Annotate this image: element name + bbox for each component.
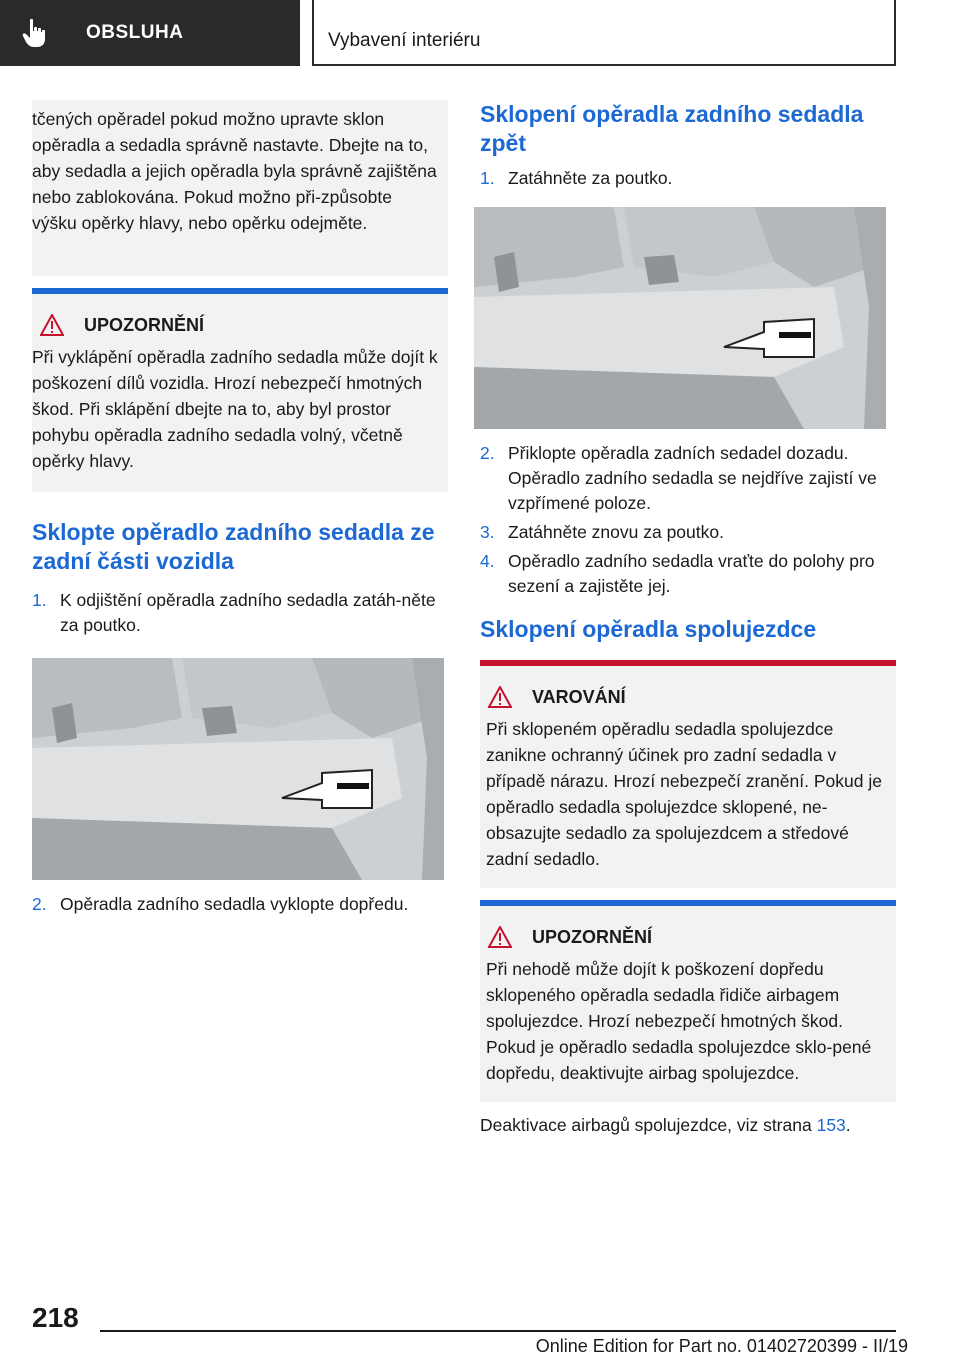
section-label: OBSLUHA — [86, 22, 184, 43]
xref-page-link[interactable]: 153 — [816, 1115, 846, 1135]
warning-triangle-icon — [40, 314, 64, 336]
list-item — [480, 441, 896, 516]
step-text: Zatáhněte za poutko. — [508, 168, 673, 188]
step-number: 2. — [480, 443, 495, 463]
page-number: 218 — [32, 1302, 79, 1333]
step-number: 1. — [480, 168, 495, 188]
seat-photo-right — [474, 207, 886, 429]
step-text: K odjištění opěradla zadního sedadla zatáh‐něte za poutko. — [60, 590, 436, 635]
step-number: 4. — [480, 551, 495, 571]
section-tab[interactable] — [0, 0, 300, 66]
intro-box — [32, 100, 448, 276]
footer-divider — [100, 1330, 896, 1332]
notice-title-2: UPOZORNĚNÍ — [532, 927, 653, 947]
list-item — [32, 588, 448, 638]
rear-seat-illustration — [474, 207, 886, 429]
step-text: Zatáhněte znovu za poutko. — [508, 522, 724, 542]
left-column — [32, 100, 448, 917]
page-footer — [0, 1296, 960, 1362]
notice-text-2: Při nehodě může dojít k poškození dopředu sklopeného opěradla sedadla řidiče airbagem spolujezdce. Hrozí nebezpečí hmotných škod. Pokud je opěradlo sedadla spolujezdce sklo‐pené dopředu, deaktivujte airbag spolujezdce. — [486, 959, 872, 1083]
seat-photo-left — [32, 658, 444, 880]
notice-header-2 — [480, 924, 886, 950]
right-column — [480, 100, 896, 1138]
notice-box-2 — [480, 900, 896, 1102]
steps-list-right-2 — [480, 441, 896, 599]
intro-text: tčených opěradel pokud možno upravte sklon opěradla a sedadla správně nastavte. Dbejte na to, aby sedadla a jejich opěradla byla správně zajištěna nebo zablokována. Pokud možno při‐způsobte výšku opěrky hlavy, nebo opěrku odejměte. — [32, 109, 437, 233]
rear-seat-illustration — [32, 658, 444, 880]
warning-title: VAROVÁNÍ — [532, 687, 626, 707]
step-number: 2. — [32, 894, 47, 914]
xref-text: Deaktivace airbagů spolujezdce, viz strana — [480, 1115, 812, 1135]
step-number: 1. — [32, 590, 47, 610]
notice-box-1 — [32, 288, 448, 492]
warning-triangle-icon — [488, 926, 512, 948]
notice-text-1: Při vyklápění opěradla zadního sedadla může dojít k poškození dílů vozidla. Hrozí nebezpečí hmotných škod. Při sklápění dbejte na to, aby byl prostor pohybu opěradla zadního sedadla volný, včetně opěrky hlavy. — [32, 347, 438, 471]
step-text: Opěradlo zadního sedadla vraťte do polohy pro sezení a zajistěte jej. — [508, 551, 875, 596]
xref-end: . — [845, 1115, 851, 1135]
chapter-title: Vybavení interiéru — [312, 0, 896, 66]
list-item — [480, 520, 896, 545]
notice-header-1 — [32, 312, 438, 338]
steps-list-right-1 — [480, 166, 896, 191]
step-text: Přiklopte opěradla zadních sedadel dozadu. Opěradlo zadního sedadla se nejdříve zajistí ve vzpřímené poloze. — [508, 443, 877, 513]
list-item — [32, 892, 448, 917]
warning-header — [480, 684, 886, 710]
list-item — [480, 166, 896, 191]
section-heading-left: Sklopte opěradlo zadního sedadla ze zadní části vozidla — [32, 519, 435, 574]
warning-box — [480, 660, 896, 888]
hand-pointer-icon — [22, 18, 48, 48]
list-item — [480, 549, 896, 599]
notice-title-1: UPOZORNĚNÍ — [84, 315, 205, 335]
step-text: Opěradla zadního sedadla vyklopte dopředu. — [60, 894, 409, 914]
page-header — [0, 0, 960, 66]
section-heading-right-1: Sklopení opěradla zadního sedadla zpět — [480, 101, 864, 156]
steps-list-left — [32, 588, 448, 638]
steps-list-left-2 — [32, 892, 448, 917]
section-heading-right-2: Sklopení opěradla spolujezdce — [480, 616, 817, 642]
step-number: 3. — [480, 522, 495, 542]
cross-reference — [480, 1112, 896, 1138]
edition-text: Online Edition for Part no. 01402720399 - II/19 — [535, 1336, 908, 1356]
warning-triangle-icon — [488, 686, 512, 708]
warning-text: Při sklopeném opěradlu sedadla spolujezdce zanikne ochranný účinek pro zadní sedadla v případě nárazu. Hrozí nebezpečí zranění. Pokud je opěradlo sedadla spolujezdce sklopené, ne‐obsazujte sedadlo za spolujezdcem a středové zadní sedadlo. — [486, 719, 882, 869]
